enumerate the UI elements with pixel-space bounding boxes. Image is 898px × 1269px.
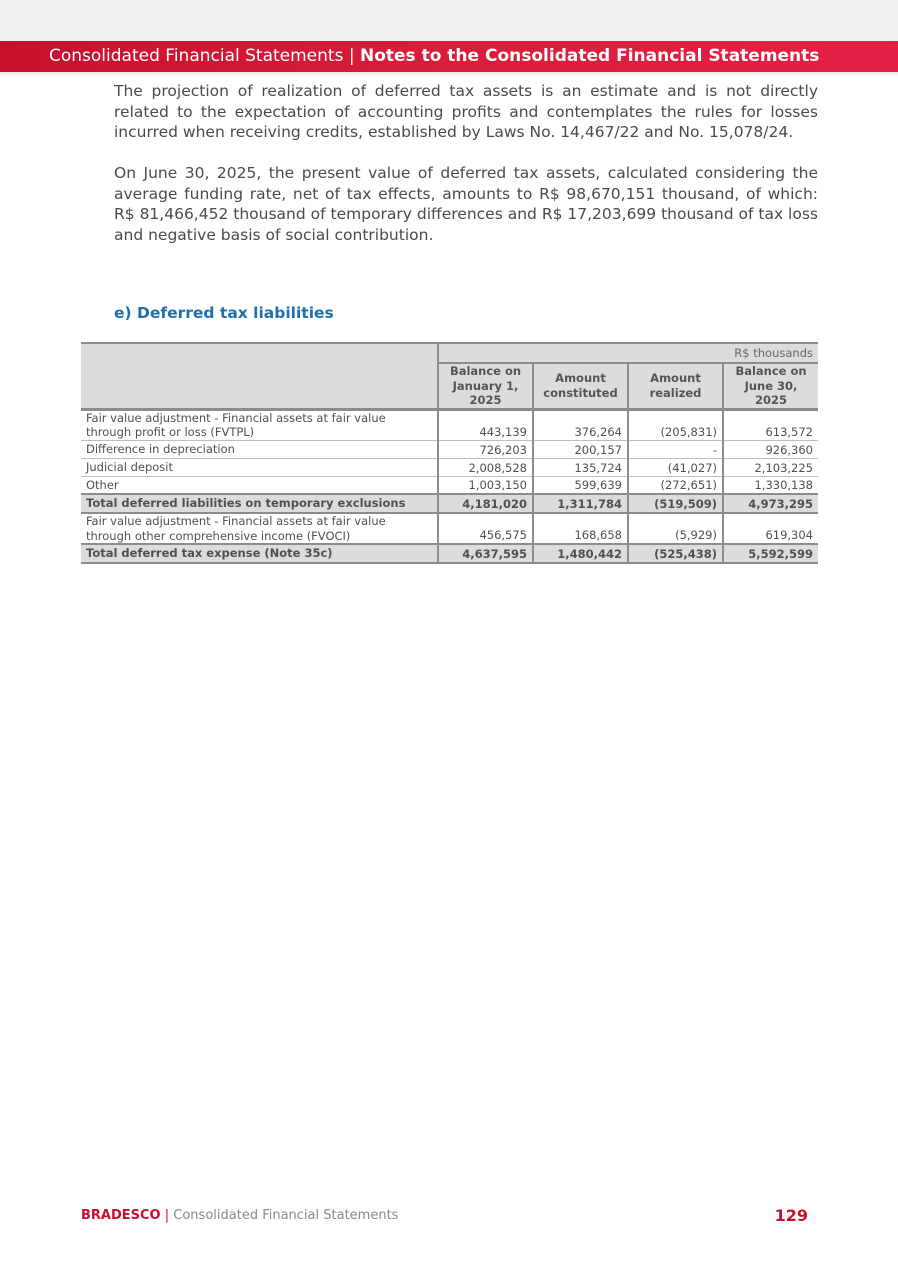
column-header: Amount constituted (533, 363, 628, 409)
cell-value: 4,973,295 (723, 494, 818, 513)
row-label: Fair value adjustment - Financial assets at fair value through other comprehensive income (FVOCI) (81, 513, 438, 544)
cell-value: 2,103,225 (723, 458, 818, 476)
page-footer (81, 1208, 398, 1223)
cell-value: 135,724 (533, 458, 628, 476)
row-label: Total deferred tax expense (Note 35c) (81, 544, 438, 563)
footer-document-title: Consolidated Financial Statements (173, 1208, 399, 1223)
table-row (81, 440, 818, 458)
row-label: Fair value adjustment - Financial assets at fair value through profit or loss (FVTPL) (81, 409, 438, 440)
cell-value: 613,572 (723, 409, 818, 440)
footer-brand: BRADESCO (81, 1208, 161, 1223)
cell-value: 1,311,784 (533, 494, 628, 513)
table-unit-label: R$ thousands (438, 343, 818, 363)
cell-value: 443,139 (438, 409, 533, 440)
cell-value: 4,181,020 (438, 494, 533, 513)
cell-value: 926,360 (723, 440, 818, 458)
table-total-row (81, 494, 818, 513)
cell-value: 456,575 (438, 513, 533, 544)
paragraph-present-value: On June 30, 2025, the present value of deferred tax assets, calculated considering the average funding rate, net of tax effects, amounts to R$ 98,670,151 thousand, of which: R$ 81,466,452 thousand of temporary differences and R$ 17,203,699 thousand of tax loss and negative basis of social contribution. (114, 164, 818, 244)
cell-value: 2,008,528 (438, 458, 533, 476)
deferred-tax-liabilities-table (81, 342, 818, 564)
cell-value: 168,658 (533, 513, 628, 544)
row-label: Difference in depreciation (81, 440, 438, 458)
cell-value: 1,480,442 (533, 544, 628, 563)
cell-value: 1,003,150 (438, 476, 533, 494)
row-label: Judicial deposit (81, 458, 438, 476)
table-total-row (81, 544, 818, 563)
cell-value: (519,509) (628, 494, 723, 513)
paragraph-realization-projection: The projection of realization of deferred tax assets is an estimate and is not directly related to the expectation of accounting profits and contemplates the rules for losses incurred when receiving credits, established by Laws No. 14,467/22 and No. 15,078/24. (114, 82, 818, 141)
cell-value: 726,203 (438, 440, 533, 458)
cell-value: (5,929) (628, 513, 723, 544)
row-label: Total deferred liabilities on temporary exclusions (81, 494, 438, 513)
cell-value: 376,264 (533, 409, 628, 440)
header-shadow (0, 72, 898, 77)
cell-value: 4,637,595 (438, 544, 533, 563)
table-unit-row (81, 343, 818, 363)
page-header-banner (0, 41, 898, 72)
top-margin (0, 0, 898, 41)
row-label: Other (81, 476, 438, 494)
header-section-title: Notes to the Consolidated Financial Statements (359, 46, 820, 66)
cell-value: 619,304 (723, 513, 818, 544)
cell-value: (525,438) (628, 544, 723, 563)
column-header: Amount realized (628, 363, 723, 409)
cell-value: 5,592,599 (723, 544, 818, 563)
column-header: Balance on January 1, 2025 (438, 363, 533, 409)
table-row (81, 409, 818, 440)
cell-value: 200,157 (533, 440, 628, 458)
cell-value: 1,330,138 (723, 476, 818, 494)
table-row (81, 513, 818, 544)
cell-value: (205,831) (628, 409, 723, 440)
cell-value: (272,651) (628, 476, 723, 494)
header-separator: | (348, 46, 355, 66)
header-document-title: Consolidated Financial Statements (49, 46, 344, 66)
footer-separator: | (164, 1208, 170, 1223)
table-corner-cell (81, 343, 438, 409)
section-title: e) Deferred tax liabilities (114, 304, 334, 322)
cell-value: 599,639 (533, 476, 628, 494)
column-header: Balance on June 30, 2025 (723, 363, 818, 409)
page-number: 129 (774, 1206, 808, 1225)
cell-value: - (628, 440, 723, 458)
cell-value: (41,027) (628, 458, 723, 476)
table-row (81, 458, 818, 476)
table-row (81, 476, 818, 494)
